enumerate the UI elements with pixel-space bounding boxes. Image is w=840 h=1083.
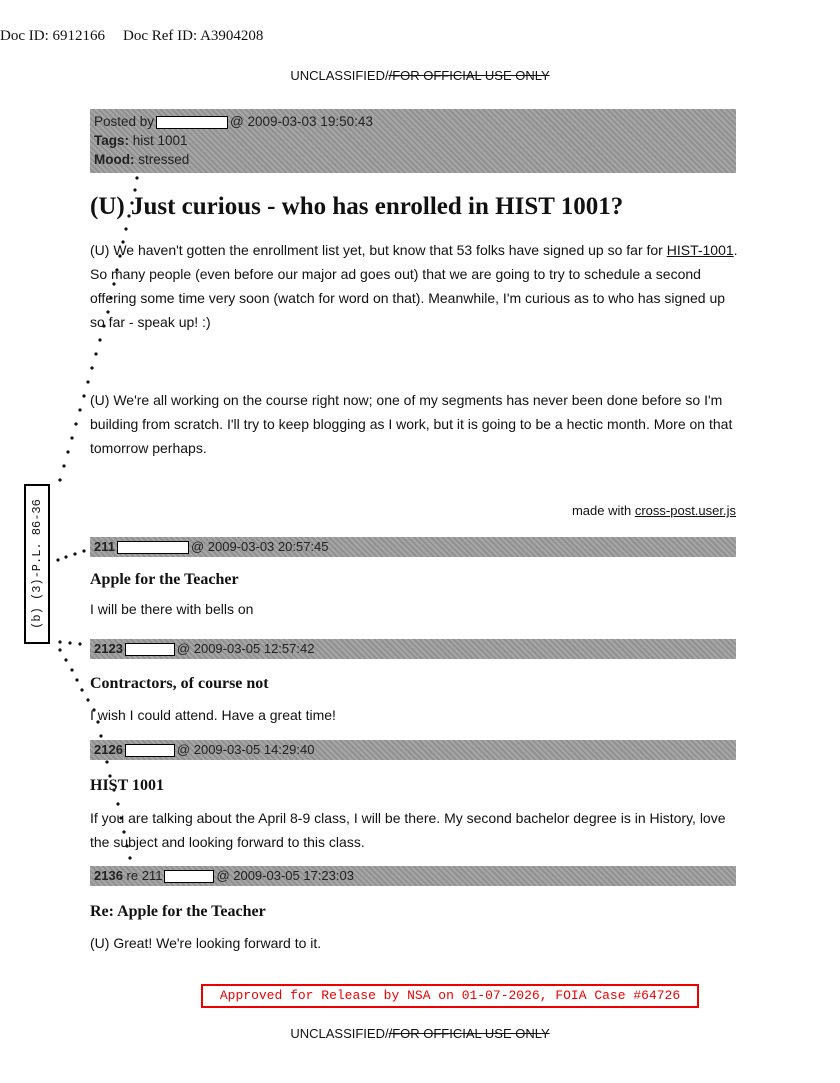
comment-title: HIST 1001 (90, 777, 164, 794)
comment-timestamp: @ 2009-03-05 17:23:03 (216, 868, 354, 883)
comment-title: Apple for the Teacher (90, 571, 239, 588)
mood-value: stressed (134, 152, 190, 167)
post-timestamp: @ 2009-03-03 19:50:43 (230, 114, 373, 129)
comment-text: If you are talking about the April 8-9 class, I will be there. My second bachelor degree is in History, love the subject and looking forward to this class. (90, 810, 726, 850)
exemption-label: (b) (3)-P.L. 86-36 (30, 499, 44, 629)
post-paragraph-1: (U) We haven't gotten the enrollment list yet, but know that 53 folks have signed up so far for HIST-1001. So many people (even before our major ad goes out) that we are going to try to schedule a second offering some time very soon (watch for word on that). Meanwhile, I'm curious as to who has signed up so far - speak up! :) (90, 242, 738, 330)
comment-text: I will be there with bells on (90, 601, 254, 617)
release-stamp: Approved for Release by NSA on 01-07-2026, FOIA Case #64726 (201, 984, 699, 1008)
comment-title: Re: Apple for the Teacher (90, 903, 266, 920)
redaction-box (125, 744, 175, 757)
cross-post-note: made with cross-post.user.js (571, 503, 736, 518)
post-title: (U) Just curious - who has enrolled in HIST 1001? (90, 193, 624, 220)
comment-text: (U) Great! We're looking forward to it. (90, 935, 322, 951)
comment-timestamp: @ 2009-03-03 20:57:45 (190, 539, 329, 554)
posted-by-label: Posted by (94, 114, 155, 129)
redaction-box (156, 116, 228, 129)
doc-id: Doc ID: 6912166 (0, 28, 105, 44)
mood-label: Mood: (94, 152, 135, 167)
comment-header: 2123 @ 2009-03-05 12:57:42 (90, 639, 736, 659)
redaction-box (117, 541, 189, 554)
tags-value: hist 1001 (129, 133, 188, 148)
redaction-box (164, 870, 214, 883)
comment-header: 211 @ 2009-03-03 20:57:45 (90, 537, 736, 557)
comment-timestamp: @ 2009-03-05 12:57:42 (176, 641, 315, 656)
post-header (90, 109, 736, 173)
tags-label: Tags: (94, 133, 130, 148)
post-paragraph-2: (U) We're all working on the course right now; one of my segments has never been done before so I'm building from scratch. I'll try to keep blogging as I work, but it is going to be a hectic month. More on that tomorrow perhaps. (90, 392, 733, 456)
comment-header: 2136 re 211 @ 2009-03-05 17:23:03 (90, 866, 736, 886)
comment-text: I wish I could attend. Have a great time! (90, 707, 336, 723)
classification-bottom: UNCLASSIFIED//FOR OFFICIAL USE ONLY (290, 1026, 550, 1041)
redaction-box (125, 643, 175, 656)
doc-ref-id: Doc Ref ID: A3904208 (123, 28, 264, 44)
cross-post-link[interactable]: cross-post.user.js (634, 503, 736, 518)
comment-title: Contractors, of course not (90, 675, 269, 692)
comment-timestamp: @ 2009-03-05 14:29:40 (176, 742, 315, 757)
hist-1001-link[interactable]: HIST-1001 (666, 242, 734, 258)
document-id-line (0, 28, 281, 45)
comment-header: 2126 @ 2009-03-05 14:29:40 (90, 740, 736, 760)
classification-top: UNCLASSIFIED//FOR OFFICIAL USE ONLY (290, 68, 550, 83)
exemption-box (24, 484, 50, 644)
